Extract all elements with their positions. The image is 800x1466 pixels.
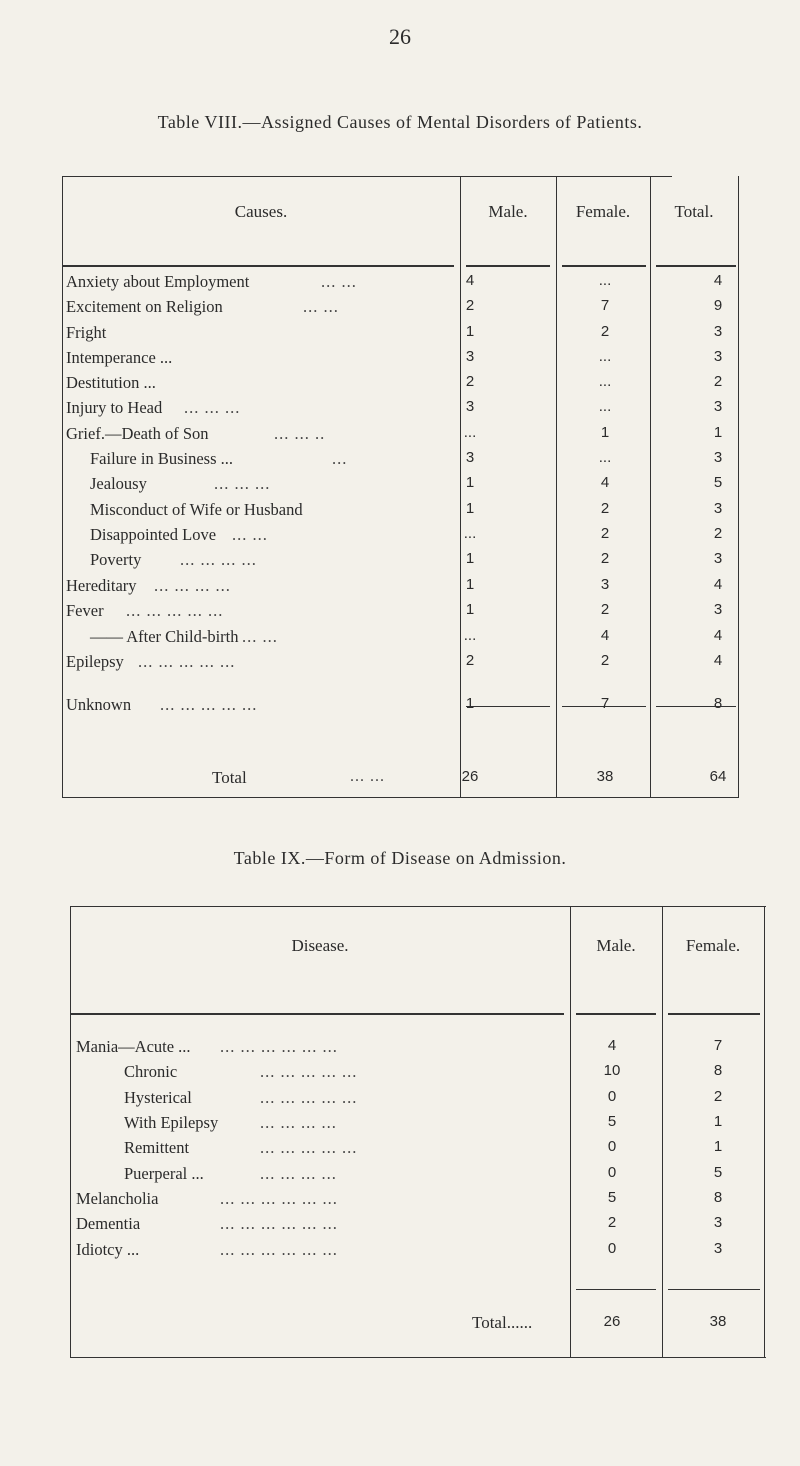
table8-top-rule — [62, 176, 672, 177]
table9-row — [70, 1088, 766, 1112]
table9-male: 5 — [607, 1113, 617, 1130]
table8-leader: ... ... ... ... ... — [160, 695, 258, 714]
table8-leader: ... ... .. — [274, 424, 326, 443]
table9-header-disease: Disease. — [291, 936, 349, 955]
table9-disease: Mania—Acute ... — [76, 1037, 191, 1056]
table9-disease: Dementia — [76, 1214, 141, 1233]
page-number: 26 — [389, 24, 411, 49]
table8-row — [62, 323, 738, 347]
table8-total: 3 — [713, 323, 723, 340]
table8-total-male: 26 — [461, 768, 479, 785]
table8-leader: ... ... ... ... — [154, 576, 231, 595]
table8-total-female: 38 — [596, 768, 614, 785]
table8-male: 2 — [465, 297, 475, 314]
table8-total: 5 — [713, 474, 723, 491]
table9-female: 3 — [713, 1214, 723, 1231]
table8-total: 2 — [713, 373, 723, 390]
table8-cause: Unknown — [66, 695, 132, 714]
table9-male: 10 — [603, 1062, 621, 1079]
table8-total: 3 — [713, 550, 723, 567]
table8-total: 2 — [713, 525, 723, 542]
table9-total-label: Total...... — [472, 1313, 533, 1332]
table8-male: 1 — [465, 550, 475, 567]
table8-leader: ... ... — [303, 297, 339, 316]
table8-row — [62, 449, 738, 473]
table8-female: 4 — [600, 474, 610, 491]
table8-female: ... — [598, 272, 612, 289]
table8-female: 2 — [600, 500, 610, 517]
table8-female: 1 — [600, 424, 610, 441]
table9-disease: Puerperal ... — [124, 1164, 204, 1183]
table8-header-rule — [562, 265, 646, 267]
table8-header-rule — [466, 265, 550, 267]
table8-male: 1 — [465, 500, 475, 517]
table8-total: 4 — [713, 576, 723, 593]
table8-cause: Hereditary — [66, 576, 137, 595]
table8-cause: Poverty — [90, 550, 142, 569]
table8-total: 3 — [713, 398, 723, 415]
table8-cause: Grief.—Death of Son — [66, 424, 209, 443]
table9-disease: With Epilepsy — [124, 1113, 219, 1132]
table8-header-female: Female. — [575, 202, 631, 221]
table8-male: 4 — [465, 272, 475, 289]
table8-cause: Epilepsy — [66, 652, 124, 671]
table9-male: 5 — [607, 1189, 617, 1206]
table9-row — [70, 1240, 766, 1264]
table8-female: 4 — [600, 627, 610, 644]
table8-title: Table VIII.—Assigned Causes of Mental Disorders of Patients. — [157, 112, 643, 132]
table8-leader: ... ... ... — [214, 474, 271, 493]
table8-cause: Disappointed Love — [90, 525, 217, 544]
table9-leader: ... ... ... ... — [260, 1113, 337, 1132]
table8-header-male: Male. — [488, 202, 528, 221]
table8-header-total: Total. — [674, 202, 714, 221]
table9-leader: ... ... ... ... ... ... — [220, 1189, 338, 1208]
table9-female: 5 — [713, 1164, 723, 1181]
table8-cause: Misconduct of Wife or Husband — [90, 500, 303, 519]
table9-female: 8 — [713, 1062, 723, 1079]
table8-total: 8 — [713, 695, 723, 712]
table8-leader: ... ... ... ... — [180, 550, 257, 569]
table9-total-rule — [576, 1289, 656, 1290]
table8-row — [62, 550, 738, 574]
table9-male: 2 — [607, 1214, 617, 1231]
table9-female: 7 — [713, 1037, 723, 1054]
table9-leader: ... ... ... ... ... — [260, 1062, 358, 1081]
table8-male: 3 — [465, 449, 475, 466]
table8-total: 9 — [713, 297, 723, 314]
table8-total: 3 — [713, 601, 723, 618]
table8-header-rule — [62, 265, 454, 267]
table9-row — [70, 1164, 766, 1188]
table8-male: ... — [463, 525, 477, 542]
table8-female: 2 — [600, 525, 610, 542]
table8-male: 1 — [465, 601, 475, 618]
table8-female: ... — [598, 398, 612, 415]
table9-female: 1 — [713, 1113, 723, 1130]
table8-row — [62, 695, 738, 719]
table8-female: 3 — [600, 576, 610, 593]
table9-male: 4 — [607, 1037, 617, 1054]
table8-female: ... — [598, 449, 612, 466]
table8-row — [62, 373, 738, 397]
table8-female: 2 — [600, 323, 610, 340]
table9-row — [70, 1062, 766, 1086]
table8-row — [62, 500, 738, 524]
table9-leader: ... ... ... ... ... ... — [220, 1037, 338, 1056]
table8-row — [62, 272, 738, 296]
table9-leader: ... ... ... ... ... ... — [220, 1240, 338, 1259]
table8-female: ... — [598, 348, 612, 365]
table9-title: Table IX.—Form of Disease on Admission. — [233, 848, 567, 868]
table8-male: 3 — [465, 348, 475, 365]
table8-male: 2 — [465, 373, 475, 390]
table8-header-causes: Causes. — [234, 202, 288, 221]
table8-male: 2 — [465, 652, 475, 669]
table8-total: 3 — [713, 348, 723, 365]
table9-disease: Melancholia — [76, 1189, 159, 1208]
table9-female: 8 — [713, 1189, 723, 1206]
table8-row — [62, 652, 738, 676]
table9-total-rule — [668, 1289, 760, 1290]
table8-female: 2 — [600, 550, 610, 567]
table8-row — [62, 601, 738, 625]
table8-female: 2 — [600, 652, 610, 669]
table8-cause: Intemperance ... — [66, 348, 173, 367]
table9-male: 0 — [607, 1240, 617, 1257]
table9-disease: Hysterical — [124, 1088, 192, 1107]
table8-male: 1 — [465, 474, 475, 491]
table8-bottom-rule — [62, 797, 738, 798]
table9-male: 0 — [607, 1088, 617, 1105]
table9-header-male: Male. — [596, 936, 636, 955]
table9-header-rule — [668, 1013, 760, 1015]
table8-cause: —— After Child-birth — [90, 627, 239, 646]
table9-disease: Idiotcy ... — [76, 1240, 140, 1259]
table9-total-female: 38 — [709, 1313, 727, 1330]
table8-header-rule — [656, 265, 736, 267]
table8-row — [62, 424, 738, 448]
table9-row — [70, 1214, 766, 1238]
table9-row — [70, 1138, 766, 1162]
table8-row — [62, 627, 738, 651]
table8-row — [62, 525, 738, 549]
table9-leader: ... ... ... ... ... — [260, 1138, 358, 1157]
table9-male: 0 — [607, 1138, 617, 1155]
table8-leader: ... ... — [232, 525, 268, 544]
table8-male: ... — [463, 424, 477, 441]
table8-female: 2 — [600, 601, 610, 618]
table8-row — [62, 348, 738, 372]
table9 — [70, 906, 766, 1358]
table8-female: 7 — [600, 297, 610, 314]
table9-disease: Remittent — [124, 1138, 190, 1157]
table8-cause: Jealousy — [90, 474, 147, 493]
table8-male: 3 — [465, 398, 475, 415]
table8-total-label: Total — [212, 768, 247, 787]
table8-cause: Anxiety about Employment — [66, 272, 250, 291]
table8-cause: Excitement on Religion — [66, 297, 223, 316]
table8-total: 4 — [713, 652, 723, 669]
table9-header-rule — [576, 1013, 656, 1015]
table9-female: 1 — [713, 1138, 723, 1155]
table8-leader: ... ... ... — [184, 398, 241, 417]
table8-male: 1 — [465, 695, 475, 712]
table8-total: 4 — [713, 627, 723, 644]
table9-row — [70, 1189, 766, 1213]
table8-male: ... — [463, 627, 477, 644]
table9-male: 0 — [607, 1164, 617, 1181]
table9-leader: ... ... ... ... — [260, 1164, 337, 1183]
table8-male: 1 — [465, 576, 475, 593]
table8-leader: ... ... — [321, 272, 357, 291]
table8-total-total: 64 — [709, 768, 727, 785]
table8-female: 7 — [600, 695, 610, 712]
table9-row — [70, 1113, 766, 1137]
table9-total-male: 26 — [603, 1313, 621, 1330]
table8-cause: Fever — [66, 601, 104, 620]
table9-header-rule — [70, 1013, 564, 1015]
table9-leader: ... ... ... ... ... — [260, 1088, 358, 1107]
table8-cause: Injury to Head — [66, 398, 163, 417]
table8-cause: Failure in Business ... — [90, 449, 233, 468]
table8-cause: Fright — [66, 323, 107, 342]
table8-cause: Destitution ... — [66, 373, 156, 392]
table8-total: 4 — [713, 272, 723, 289]
table8-male: 1 — [465, 323, 475, 340]
table8 — [62, 176, 738, 798]
table9-disease: Chronic — [124, 1062, 178, 1081]
table8-leader: ... ... — [242, 627, 278, 646]
table9-row — [70, 1037, 766, 1061]
table8-female: ... — [598, 373, 612, 390]
table8-total: 3 — [713, 500, 723, 517]
table8-row — [62, 474, 738, 498]
table9-female: 2 — [713, 1088, 723, 1105]
table8-row — [62, 576, 738, 600]
table8-total-leader: ... ... — [350, 768, 385, 785]
table8-total: 1 — [713, 424, 723, 441]
table9-leader: ... ... ... ... ... ... — [220, 1214, 338, 1233]
table8-leader: ... — [332, 449, 348, 468]
table8-row — [62, 398, 738, 422]
table8-leader: ... ... ... ... ... — [138, 652, 236, 671]
table9-header-female: Female. — [685, 936, 741, 955]
table8-right-rule — [738, 176, 739, 798]
table8-total: 3 — [713, 449, 723, 466]
table8-leader: ... ... ... ... ... — [126, 601, 224, 620]
table9-female: 3 — [713, 1240, 723, 1257]
table8-row — [62, 297, 738, 321]
